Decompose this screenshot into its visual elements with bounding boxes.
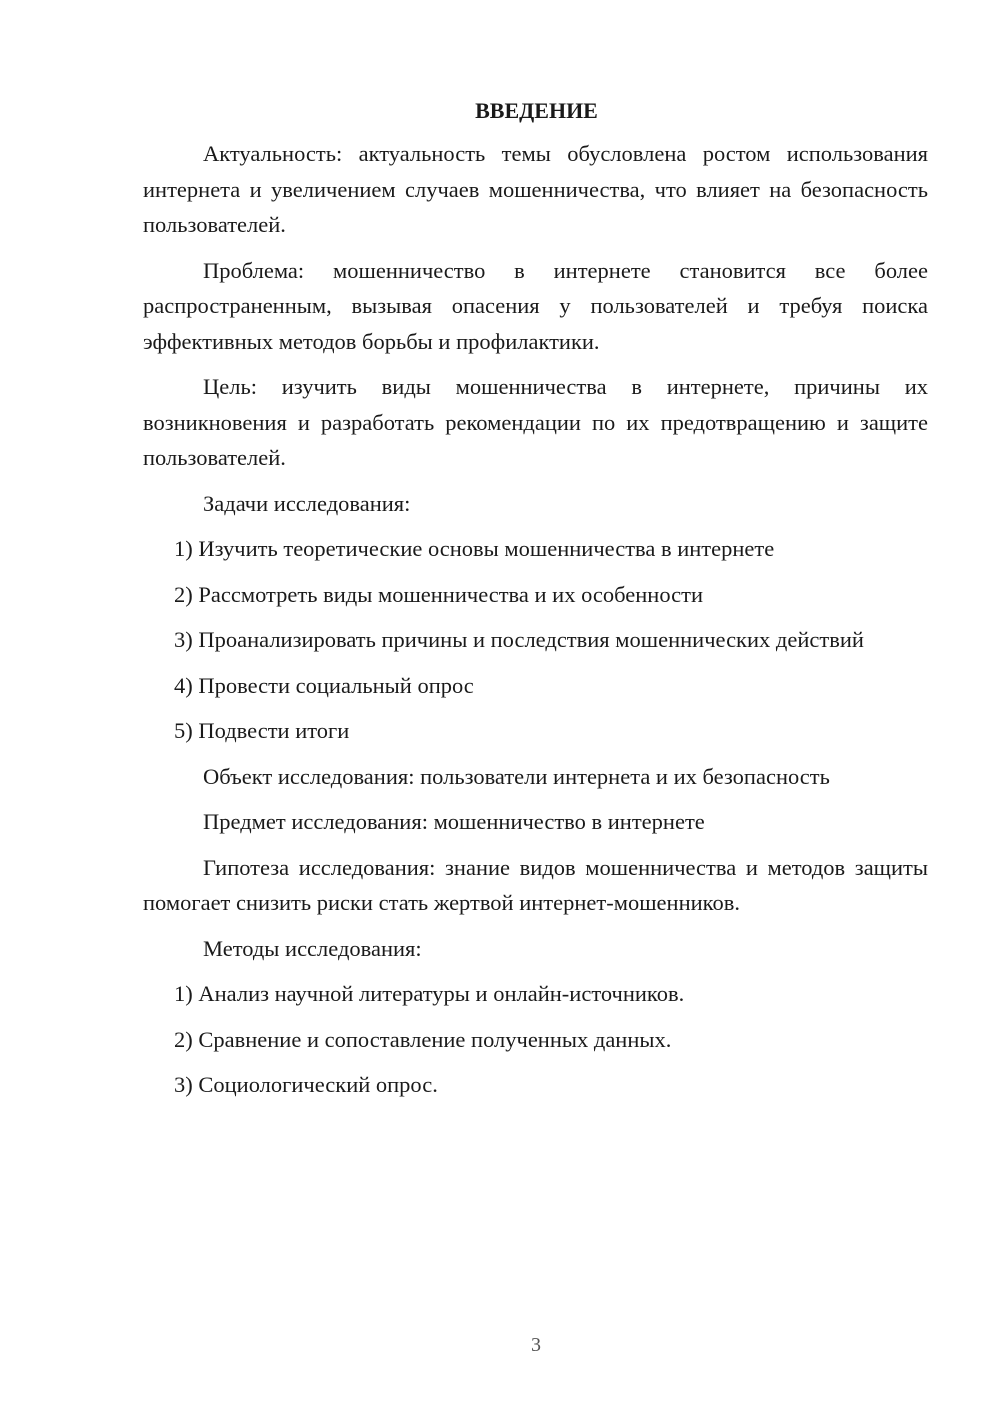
paragraph-hypothesis: Гипотеза исследования: знание видов мошенничества и методов защиты помогает снизить риски стать жертвой интернет-мошенников.	[143, 854, 928, 915]
methods-heading: Методы исследования:	[203, 935, 422, 961]
section-title: ВВЕДЕНИЕ	[475, 98, 598, 123]
tasks-heading: Задачи исследования:	[203, 490, 411, 516]
task-item-5: 5) Подвести итоги	[174, 718, 350, 743]
paragraph-problem: Проблема: мошенничество в интернете становится все более распространенным, вызывая опасения у пользователей и требуя поиска эффективных методов борьбы и профилактики.	[143, 257, 928, 354]
task-item-2: 2) Рассмотреть виды мошенничества и их особенности	[174, 581, 704, 607]
method-item-3: 3) Социологический опрос.	[174, 1072, 438, 1097]
task-item-3: 3) Проанализировать причины и последствия мошеннических действий	[174, 627, 864, 652]
page-number: 3	[531, 1334, 541, 1356]
paragraph-goal: Цель: изучить виды мошенничества в интернете, причины их возникновения и разработать рекомендации по их предотвращению и защите пользователей.	[143, 374, 928, 470]
method-item-2: 2) Сравнение и сопоставление полученных данных.	[174, 1026, 672, 1052]
paragraph-relevance: Актуальность: актуальность темы обусловлена ростом использования интернета и увеличением случаев мошенничества, что влияет на безопасность пользователей.	[143, 141, 928, 237]
paragraph-object: Объект исследования: пользователи интернета и их безопасность	[203, 763, 830, 789]
paragraph-subject: Предмет исследования: мошенничество в интернете	[203, 809, 705, 834]
method-item-1: 1) Анализ научной литературы и онлайн-источников.	[174, 981, 685, 1006]
document-page	[143, 96, 928, 1113]
task-item-4: 4) Провести социальный опрос	[174, 672, 474, 698]
task-item-1: 1) Изучить теоретические основы мошенничества в интернете	[174, 536, 775, 561]
